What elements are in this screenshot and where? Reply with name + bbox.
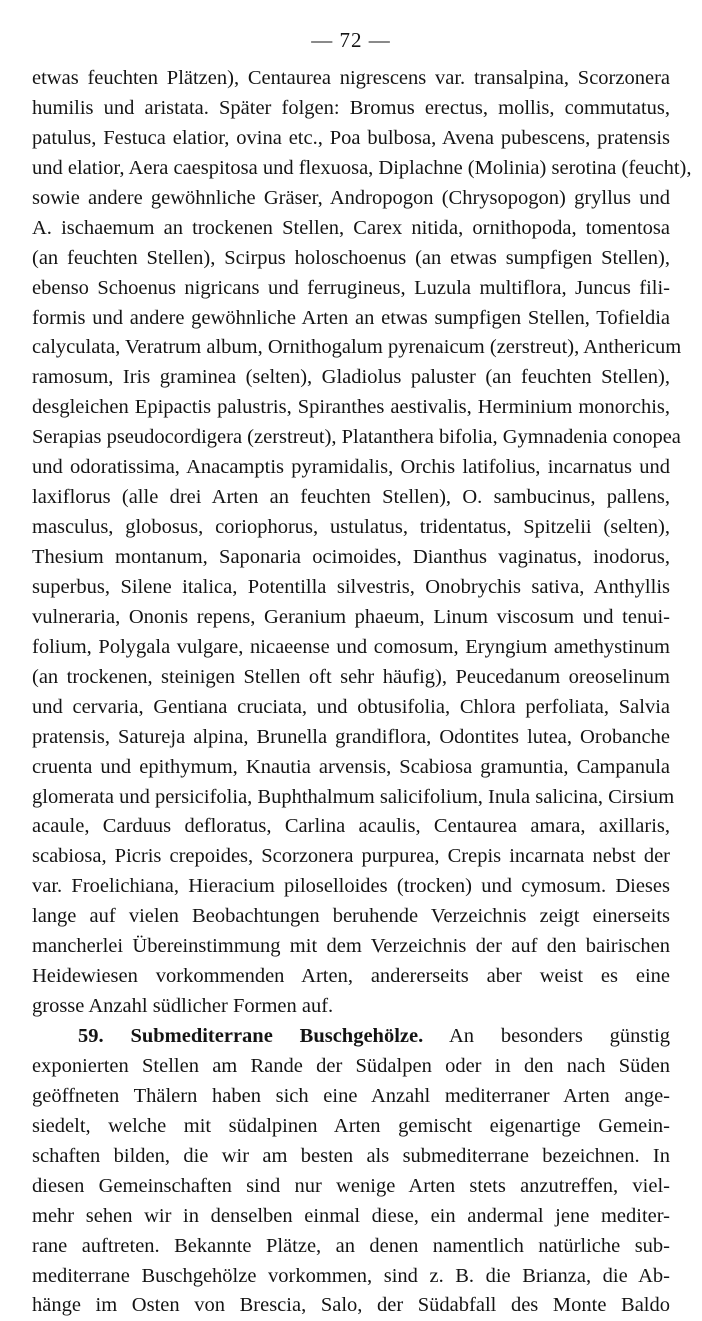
text-line: diesen Gemeinschaften sind nur wenige Arten stets anzutreffen, viel- [32, 1174, 670, 1197]
text-line: sowie andere gewöhnliche Gräser, Andropogon (Chrysopogon) gryllus und [32, 186, 670, 209]
text-line: cruenta und epithymum, Knautia arvensis, Scabiosa gramuntia, Campanula [32, 755, 670, 778]
text-line: humilis und aristata. Später folgen: Bromus erectus, mollis, commutatus, [32, 96, 670, 119]
page-number: — 72 — [311, 28, 391, 52]
text-line: mehr sehen wir in denselben einmal diese, ein andermal jene mediter- [32, 1204, 670, 1227]
text-line: grosse Anzahl südlicher Formen auf. [32, 995, 334, 1018]
text-line: mancherlei Übereinstimmung mit dem Verzeichnis der auf den bairischen [32, 935, 670, 958]
text-line: mediterrane Buschgehölze vorkommen, sind z. B. die Brianza, die Ab- [32, 1264, 670, 1287]
text-line: lange auf vielen Beobachtungen beruhende Verzeichnis zeigt einerseits [32, 905, 670, 928]
text-line: patulus, Festuca elatior, ovina etc., Poa bulbosa, Avena pubescens, pratensis [32, 126, 670, 149]
text-line: masculus, globosus, coriophorus, ustulatus, tridentatus, Spitzelii (selten), [32, 516, 670, 539]
text-line: rane auftreten. Bekannte Plätze, an denen namentlich natürliche sub- [32, 1234, 670, 1257]
text-line: und elatior, Aera caespitosa und flexuosa, Diplachne (Molinia) serotina (feucht), [32, 156, 692, 179]
text-line-continuation: An besonders günstig [448, 1025, 671, 1047]
text-line: Heidewiesen vorkommenden Arten, andererseits aber weist es eine [32, 965, 670, 988]
text-line: laxiflorus (alle drei Arten an feuchten Stellen), O. sambucinus, pallens, [32, 486, 670, 509]
text-line: ebenso Schoenus nigricans und ferrugineus, Luzula multiflora, Juncus fili- [32, 276, 670, 299]
text-line: var. Froelichiana, Hieracium piloselloides (trocken) und cymosum. Dieses [32, 875, 670, 898]
text-line: desgleichen Epipactis palustris, Spiranthes aestivalis, Herminium monorchis, [32, 396, 670, 419]
text-line: schaften bilden, die wir am besten als submediterrane bezeichnen. In [32, 1144, 670, 1167]
text-line: glomerata und persicifolia, Buphthalmum salicifolium, Inula salicina, Cirsium [32, 785, 675, 808]
text-line: exponierten Stellen am Rande der Südalpen oder in den nach Süden [32, 1054, 670, 1077]
text-line: formis und andere gewöhnliche Arten an etwas sumpfigen Stellen, Tofieldia [32, 306, 670, 329]
text-line: und cervaria, Gentiana cruciata, und obtusifolia, Chlora perfoliata, Salvia [32, 695, 670, 718]
text-line: und odoratissima, Anacamptis pyramidalis, Orchis latifolius, incarnatus und [32, 456, 670, 479]
text-line: acaule, Carduus defloratus, Carlina acaulis, Centaurea amara, axillaris, [32, 815, 670, 838]
text-line: etwas feuchten Plätzen), Centaurea nigrescens var. transalpina, Scorzonera [32, 67, 670, 89]
text-line: Thesium montanum, Saponaria ocimoides, Dianthus vaginatus, inodorus, [32, 546, 670, 568]
text-line: scabiosa, Picris crepoides, Scorzonera purpurea, Crepis incarnata nebst der [32, 845, 670, 868]
text-line: vulneraria, Ononis repens, Geranium phaeum, Linum viscosum und tenui- [32, 605, 670, 628]
body-text [32, 64, 692, 1321]
text-line: superbus, Silene italica, Potentilla silvestris, Onobrychis sativa, Anthyllis [32, 575, 670, 598]
text-line: (an feuchten Stellen), Scirpus holoschoenus (an etwas sumpfigen Stellen), [32, 246, 670, 269]
text-line: hänge im Osten von Brescia, Salo, der Südabfall des Monte Baldo [32, 1294, 670, 1317]
text-line: A. ischaemum an trockenen Stellen, Carex nitida, ornithopoda, tomentosa [32, 216, 670, 239]
text-line: Serapias pseudocordigera (zerstreut), Platanthera bifolia, Gymnadenia conopea [32, 426, 681, 449]
text-line: folium, Polygala vulgare, nicaeense und comosum, Eryngium amethystinum [32, 635, 670, 658]
text-line: calyculata, Veratrum album, Ornithogalum pyrenaicum (zerstreut), Anthericum [32, 336, 682, 359]
text-line: siedelt, welche mit südalpinen Arten gemischt eigenartige Gemein- [32, 1114, 670, 1137]
text-line: geöffneten Thälern haben sich eine Anzahl mediterraner Arten ange- [32, 1084, 670, 1107]
section-heading-line [32, 1022, 670, 1052]
text-line: ramosum, Iris graminea (selten), Gladiolus paluster (an feuchten Stellen), [32, 366, 670, 389]
text-line: pratensis, Satureja alpina, Brunella grandiflora, Odontites lutea, Orobanche [32, 725, 670, 748]
text-line: (an trockenen, steinigen Stellen oft sehr häufig), Peucedanum oreoselinum [32, 665, 670, 688]
section-title: 59. Submediterrane Buschgehölze. [78, 1025, 424, 1047]
